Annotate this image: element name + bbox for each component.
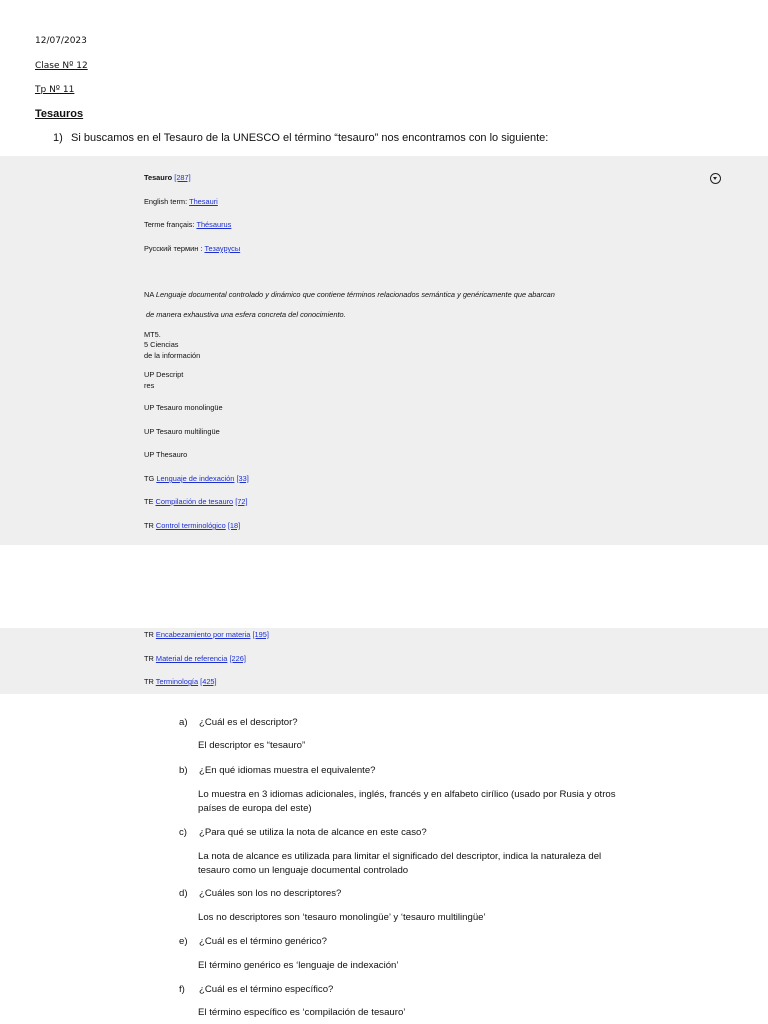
narrower-term-count[interactable]: [72] — [235, 497, 248, 506]
russian-term — [144, 244, 240, 253]
russian-term-link[interactable]: Тезаурусы — [204, 244, 241, 253]
related-term-4-link[interactable]: Terminología — [155, 677, 199, 686]
answer-a-line-1: El descriptor es “tesauro” — [198, 740, 306, 751]
section-title: Tesauros — [35, 108, 84, 120]
related-term-1 — [144, 521, 240, 530]
term-heading — [144, 173, 191, 182]
question-text: ¿Cuál es el término específico? — [199, 984, 334, 995]
broader-term-count[interactable]: [33] — [236, 474, 249, 483]
english-term — [144, 197, 218, 206]
related-term-2-count[interactable]: [195] — [252, 630, 269, 639]
related-term-4 — [144, 677, 217, 686]
broader-term-link[interactable]: Lenguaje de indexación — [156, 474, 235, 483]
narrower-term — [144, 497, 248, 506]
term-count-link[interactable]: [287] — [174, 173, 191, 182]
class-number: Clase Nº 12 — [35, 61, 88, 71]
microthesaurus-line-3: de la información — [144, 351, 201, 360]
question-1-number: 1) — [53, 132, 63, 144]
answer-e-line-1: El término genérico es ‘lenguaje de indexación’ — [198, 960, 399, 971]
question-text: ¿Cuáles son los no descriptores? — [199, 888, 342, 899]
french-term — [144, 220, 231, 229]
question-text: ¿Para qué se utiliza la nota de alcance en este caso? — [199, 827, 427, 838]
scope-note-line-2: de manera exhaustiva una esfera concreta del conocimiento. — [146, 310, 346, 319]
narrower-term-link[interactable]: Compilación de tesauro — [155, 497, 234, 506]
scope-note-text-1: Lenguaje documental controlado y dinámico que contiene términos relacionados semántica y genéricamente que abarcan — [155, 290, 555, 299]
question-letter: f) — [179, 984, 185, 995]
answer-d-line-1: Los no descriptores son ‘tesauro monolingüe’ y ‘tesauro multilingüe’ — [198, 912, 486, 923]
answer-b-line-2: países de europa del este) — [198, 803, 312, 814]
question-letter: d) — [179, 888, 188, 899]
related-term-label: TR — [144, 677, 156, 686]
related-term-label: TR — [144, 521, 156, 530]
related-term-label: TR — [144, 654, 156, 663]
tp-number: Tp Nº 11 — [35, 85, 75, 95]
french-term-link[interactable]: Thésaurus — [196, 220, 232, 229]
thesaurus-panel-top — [0, 156, 768, 545]
question-text: ¿Cuál es el descriptor? — [199, 717, 298, 728]
answer-f-line-1: El término específico es ‘compilación de tesauro’ — [198, 1007, 406, 1018]
used-for-4: UP Thesauro — [144, 450, 188, 459]
narrower-term-label: TE — [144, 497, 156, 506]
french-term-label: Terme français: — [144, 220, 197, 229]
used-for-3: UP Tesauro multilingüe — [144, 427, 220, 436]
used-for-2: UP Tesauro monolingüe — [144, 403, 223, 412]
date: 12/07/2023 — [35, 36, 87, 46]
question-letter: c) — [179, 827, 187, 838]
chevron-circle-down-icon[interactable] — [710, 173, 721, 184]
related-term-3-count[interactable]: [226] — [229, 654, 246, 663]
scope-note-prefix: NA — [144, 290, 156, 299]
related-term-3 — [144, 654, 246, 663]
microthesaurus-line-1: MT5. — [144, 330, 161, 339]
related-term-4-count[interactable]: [425] — [200, 677, 217, 686]
english-term-label: English term: — [144, 197, 190, 206]
term-label: Tesauro — [144, 173, 173, 182]
scope-note-line-1 — [144, 290, 555, 299]
question-letter: a) — [179, 717, 188, 728]
related-term-1-link[interactable]: Control terminológico — [155, 521, 226, 530]
broader-term — [144, 474, 249, 483]
related-term-3-link[interactable]: Material de referencia — [155, 654, 228, 663]
related-term-1-count[interactable]: [18] — [227, 521, 241, 530]
related-term-label: TR — [144, 630, 156, 639]
answer-c-line-2: tesauro como un lenguaje documental controlado — [198, 865, 409, 876]
related-term-2 — [144, 630, 269, 639]
question-letter: e) — [179, 936, 188, 947]
answer-b-line-1: Lo muestra en 3 idiomas adicionales, inglés, francés y en alfabeto cirílico (usado por Rusia y otros — [198, 789, 616, 800]
question-text: ¿Cuál es el término genérico? — [199, 936, 327, 947]
question-letter: b) — [179, 765, 188, 776]
used-for-1-line-2: res — [144, 381, 155, 390]
russian-term-label: Русский термин : — [144, 244, 205, 253]
thesaurus-panel-bottom — [0, 628, 768, 694]
used-for-1-line-1: UP Descript — [144, 370, 184, 379]
english-term-link[interactable]: Thesauri — [189, 197, 218, 206]
related-term-2-link[interactable]: Encabezamiento por materia — [155, 630, 251, 639]
question-1-text: Si buscamos en el Tesauro de la UNESCO el término “tesauro” nos encontramos con lo siguiente: — [71, 132, 549, 144]
microthesaurus-line-2: 5 Ciencias — [144, 340, 179, 349]
answer-c-line-1: La nota de alcance es utilizada para limitar el significado del descriptor, indica la naturaleza del — [198, 851, 602, 862]
question-text: ¿En qué idiomas muestra el equivalente? — [199, 765, 376, 776]
broader-term-label: TG — [144, 474, 157, 483]
